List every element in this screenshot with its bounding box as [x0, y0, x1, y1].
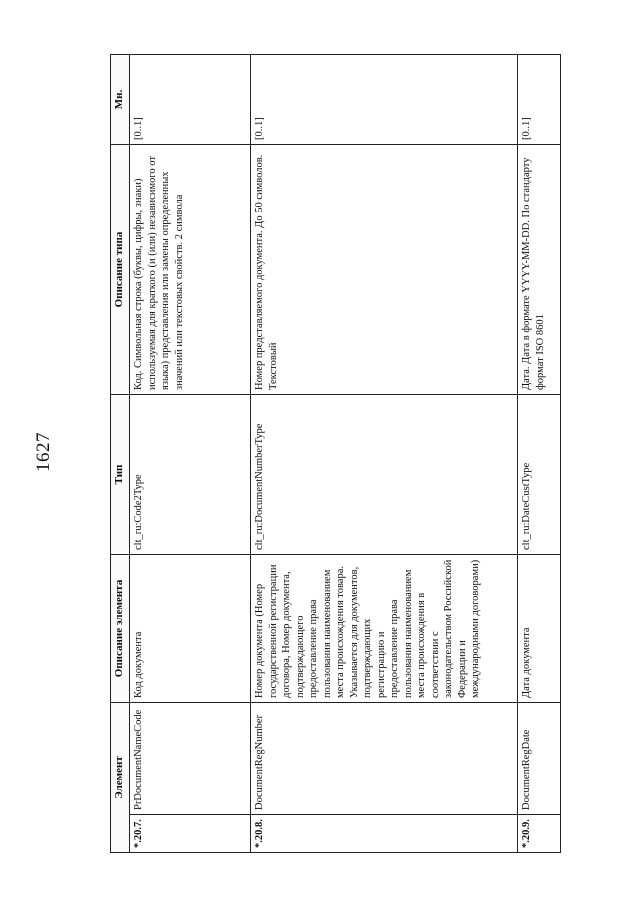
- cell-type-description: Код. Символьная строка (буквы, цифры, знаки) используемая для краткого (и (или) независимого от языка) представления или замены определенных значений или текстовых свойств. 2 символа: [130, 145, 251, 395]
- cell-type-description: Номер представляемого документа. До 50 символов. Текстовый: [251, 145, 518, 395]
- cell-type-description: Дата. Дата в формате YYYY-MM-DD. По стандарту формат ISO 8601: [518, 145, 561, 395]
- cell-type: clt_ru:DateCustType: [518, 395, 561, 555]
- cell-multiplicity: [0..1]: [251, 55, 518, 145]
- header-type: Тип: [111, 395, 130, 555]
- cell-element-number: *.20.7.: [130, 815, 251, 853]
- header-multiplicity: Мн.: [111, 55, 130, 145]
- table-header-row: [111, 55, 130, 853]
- cell-multiplicity: [0..1]: [518, 55, 561, 145]
- cell-element-description: Номер документа (Номер государственной регистрации договора, Номер документа, подтверждающего предоставление права пользования наименованием места происхождения товара. Указывается для документов, подтверждающих регистрацию и предоставление права пользования наименованием места происхождения в соответствии с законодательством Российской Федерации и международными договорами): [251, 555, 518, 703]
- cell-element-description: Дата документа: [518, 555, 561, 703]
- cell-element-name: DocumentRegNumber: [251, 703, 518, 815]
- cell-element-name: DocumentRegDate: [518, 703, 561, 815]
- cell-type: clt_ru:DocumentNumberType: [251, 395, 518, 555]
- header-element: Элемент: [111, 703, 130, 853]
- cell-element-number: *.20.8.: [251, 815, 518, 853]
- cell-element-number: *.20.9.: [518, 815, 561, 853]
- cell-type: clt_ru:Code2Type: [130, 395, 251, 555]
- header-description: Описание элемента: [111, 555, 130, 703]
- spec-table: [110, 54, 561, 853]
- rotated-table-container: [110, 55, 552, 853]
- header-type-description: Описание типа: [111, 145, 130, 395]
- cell-element-description: Код документа: [130, 555, 251, 703]
- table-row: [251, 55, 518, 853]
- table-row: [518, 55, 561, 853]
- table-row: [130, 55, 251, 853]
- page-number: 1627: [33, 432, 54, 472]
- cell-multiplicity: [0..1]: [130, 55, 251, 145]
- cell-element-name: PrDocumentNameCode: [130, 703, 251, 815]
